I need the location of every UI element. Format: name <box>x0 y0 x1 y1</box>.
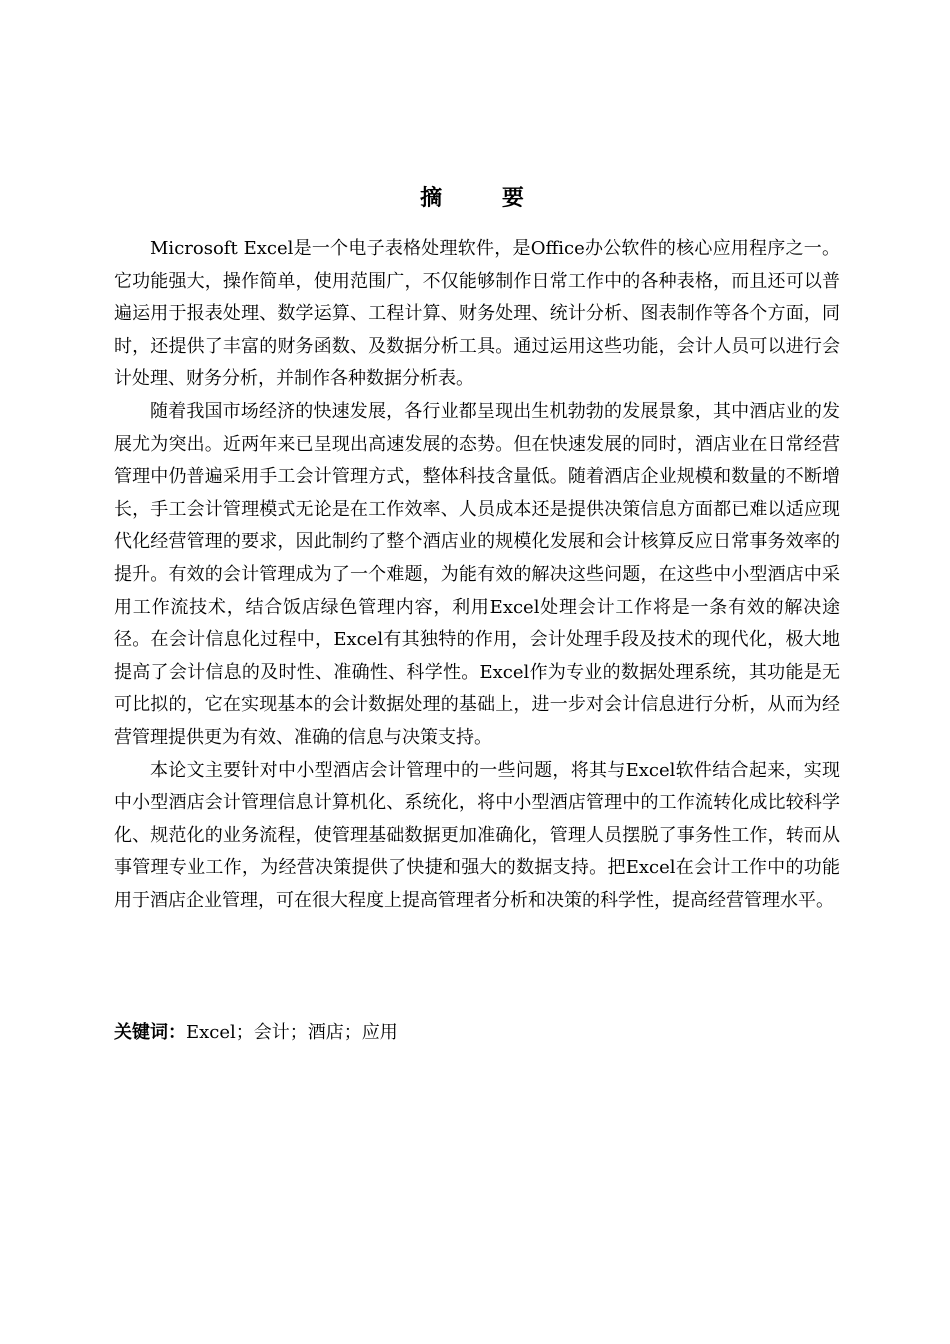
keywords-line <box>114 1017 840 1049</box>
abstract-paragraph-1: Microsoft Excel是一个电子表格处理软件，是Office办公软件的核心应用程序之一。它功能强大，操作简单，使用范围广，不仅能够制作日常工作中的各种表格，而且还可以普遍运用于报表处理、数学运算、工程计算、财务处理、统计分析、图表制作等各个方面，同时，还提供了丰富的财务函数、及数据分析工具。通过运用这些功能，会计人员可以进行会计处理、财务分析，并制作各种数据分析表。 <box>114 238 840 390</box>
abstract-title: 摘 要 <box>420 186 550 211</box>
keywords-text: Excel；会计；酒店；应用 <box>186 1022 398 1043</box>
keywords-label: 关键词： <box>114 1022 186 1043</box>
abstract-paragraph-2: 随着我国市场经济的快速发展，各行业都呈现出生机勃勃的发展景象，其中酒店业的发展尤为突出。近两年来已呈现出高速发展的态势。但在快速发展的同时，酒店业在日常经营管理中仍普遍采用手工会计管理方式，整体科技含量低。随着酒店企业规模和数量的不断增长，手工会计管理模式无论是在工作效率、人员成本还是提供决策信息方面都已难以适应现代化经营管理的要求，因此制约了整个酒店业的规模化发展和会计核算反应日常事务效率的提升。有效的会计管理成为了一个难题，为能有效的解决这些问题，在这些中小型酒店中采用工作流技术，结合饭店绿色管理内容，利用Excel处理会计工作将是一条有效的解决途径。在会计信息化过程中，Excel有其独特的作用，会计处理手段及技术的现代化，极大地提高了会计信息的及时性、准确性、科学性。Excel作为专业的数据处理系统，其功能是无可比拟的，它在实现基本的会计数据处理的基础上，进一步对会计信息进行分析，从而为经营管理提供更为有效、准确的信息与决策支持。 <box>114 400 840 748</box>
abstract-paragraph-3: 本论文主要针对中小型酒店会计管理中的一些问题，将其与Excel软件结合起来，实现中小型酒店会计管理信息计算机化、系统化，将中小型酒店管理中的工作流转化成比较科学化、规范化的业务流程，使管理基础数据更加准确化，管理人员摆脱了事务性工作，转而从事管理专业工作，为经营决策提供了快捷和强大的数据支持。把Excel在会计工作中的功能用于酒店企业管理，可在很大程度上提高管理者分析和决策的科学性，提高经营管理水平。 <box>114 759 840 911</box>
abstract-body <box>114 233 840 917</box>
